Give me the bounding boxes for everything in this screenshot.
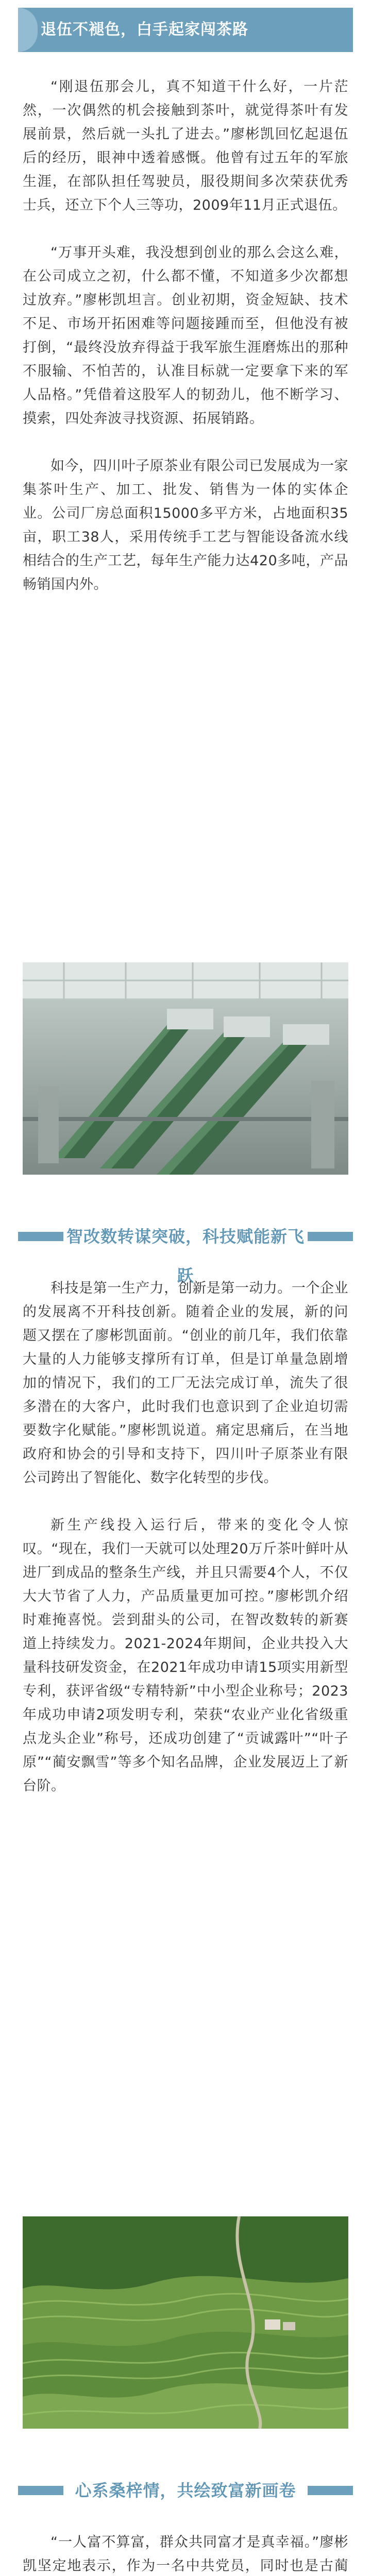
section-header-1 [18, 8, 353, 52]
section-1-body [23, 75, 348, 597]
paragraph: 新生产线投入运行后，带来的变化令人惊叹。“现在，我们一天就可以处理20万斤茶叶鲜叶从进厂到成品的整条生产线，并且只需要4个人，不仅大大节省了人力，产品质量更加可控。”廖彬凯介绍时难掩喜悦。尝到甜头的公司，在智改数转的新赛道上持续发力。2021-2024年期间，企业共投入大量科技研发资金，在2021年成功申请15项实用新型专利，获评省级“专精特新”中小型企业称号；2023年成功申请2项发明专利，荣获“农业产业化省级重点龙头企业”称号，还成功创建了“贡诚露叶”“叶子原”“蔺安飘雪”等多个知名品牌，企业发展迈上了新台阶。 [23, 1517, 348, 1794]
section-header-2 [18, 1217, 353, 1285]
header-bar-left [18, 2486, 63, 2495]
section-header-decoration [18, 8, 38, 52]
paragraph: “一人富不算富，群众共同富才是真幸福。”廖彬凯坚定地表示，作为一名中共党员，同时也是古蔺 [23, 2534, 348, 2574]
section-header-3 [18, 2471, 353, 2510]
factory-photo-illustration [23, 962, 348, 1175]
section-title-3: 心系桑梓情，共绘致富新画卷 [75, 2481, 296, 2500]
paragraph: 科技是第一生产力，创新是第一动力。一个企业的发展离不开科技创新。随着企业的发展，新的问题又摆在了廖彬凯面前。“创业的前几年，我们依靠大量的人力能够支撑所有订单，但是订单量急剧增加的情况下，我们的工厂无法完成订单，流失了很多潜在的大客户，此时我们也意识到了企业迫切需要数字化赋能。”廖彬凯说道。痛定思痛后，在当地政府和协会的引导和支持下，四川叶子原茶业有限公司跨出了智能化、数字化转型的步伐。 [23, 1280, 348, 1486]
header-bar-left [18, 1232, 63, 1241]
factory-production-line-photo [23, 962, 348, 1175]
section-title-2: 智改数转谋突破，科技赋能新飞跃 [66, 1227, 305, 1285]
header-bar-right [308, 1232, 353, 1241]
section-3-body [23, 2531, 348, 2576]
section-2-body [23, 1277, 348, 1798]
header-bar-right [308, 2486, 353, 2495]
paragraph: “万事开头难，我没想到创业的那么会这么难，在公司成立之初，什么都不懂，不知道多少次都想过放弃。”廖彬凯坦言。创业初期，资金短缺、技术不足、市场开拓困难等问题接踵而至，但他没有被打倒，“最终没放弃得益于我军旅生涯磨炼出的那种不服输、不怕苦的，认准目标就一定要拿下来的军人品格。”凭借着这股军人的韧劲儿，他不断学习、摸索，四处奔波寻找资源、拓展销路。 [23, 245, 348, 427]
tea-plantation-aerial-photo [23, 2216, 348, 2429]
paragraph: 如今，四川叶子原茶业有限公司已发展成为一家集茶叶生产、加工、批发、销售为一体的实体企业。公司厂房总面积15000多平方米，占地面积35亩，职工38人，采用传统手工艺与智能设备流水线相结合的生产工艺，每年生产能力达420多吨，产品畅销国内外。 [23, 458, 348, 592]
plantation-photo-illustration [23, 2216, 348, 2429]
paragraph: “刚退伍那会儿，真不知道干什么好，一片茫然，一次偶然的机会接触到茶叶，就觉得茶叶有发展前景，然后就一头扎了进去。”廖彬凯回忆起退伍后的经历，眼神中透着感慨。他曾有过五年的军旅生涯，在部队担任驾驶员，服役期间多次荣获优秀士兵，还立下个人三等功，2009年11月正式退伍。 [23, 79, 348, 213]
section-title-1: 退伍不褪色，白手起家闯茶路 [41, 21, 248, 39]
